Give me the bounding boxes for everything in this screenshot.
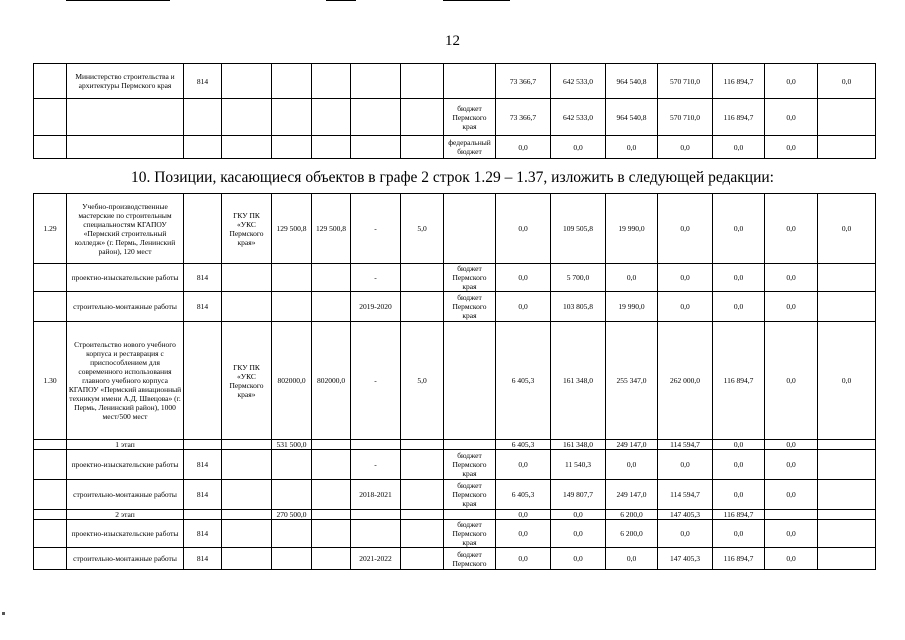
table-cell [222, 450, 272, 480]
table-cell: 0,0 [658, 136, 713, 159]
table-row [34, 480, 876, 510]
table-cell: 11 540,3 [551, 450, 606, 480]
table-cell: 0,0 [765, 520, 818, 548]
table-cell: 114 594,7 [658, 440, 713, 450]
top-line-left [66, 0, 170, 1]
table-row [34, 548, 876, 570]
table-cell: 964 540,8 [606, 99, 658, 136]
table-cell: 19 990,0 [606, 292, 658, 322]
table-cell: 73 366,7 [496, 99, 551, 136]
table-cell: 814 [184, 480, 222, 510]
table-cell: 0,0 [496, 264, 551, 292]
table-cell [351, 64, 401, 99]
table-cell: 0,0 [713, 136, 765, 159]
table-cell: строительно-монтажные работы [67, 548, 184, 570]
table-row [34, 440, 876, 450]
table-cell: 5,0 [401, 194, 444, 264]
table-cell [272, 548, 312, 570]
table-cell: 0,0 [765, 136, 818, 159]
table-cell: Министерство строительства и архитектуры Пермского края [67, 64, 184, 99]
table-cell [401, 548, 444, 570]
table-cell: 6 405,3 [496, 322, 551, 440]
table-cell: бюджет Пермского края [444, 520, 496, 548]
table-cell: 270 500,0 [272, 510, 312, 520]
table-cell: 2018-2021 [351, 480, 401, 510]
table-cell [818, 440, 876, 450]
table-cell [272, 136, 312, 159]
table-cell: 0,0 [496, 510, 551, 520]
table-cell: 262 000,0 [658, 322, 713, 440]
table-cell: строительно-монтажные работы [67, 292, 184, 322]
table-cell: ГКУ ПК «УКС Пермского края» [222, 194, 272, 264]
table-cell [222, 292, 272, 322]
table-cell: 2021-2022 [351, 548, 401, 570]
table-cell: 0,0 [713, 520, 765, 548]
table-cell [272, 520, 312, 548]
table-cell [401, 264, 444, 292]
table-row [34, 450, 876, 480]
table-cell: 642 533,0 [551, 99, 606, 136]
table-cell: 0,0 [496, 520, 551, 548]
scan-mark [2, 612, 5, 615]
table-cell [184, 194, 222, 264]
section-heading: 10. Позиции, касающиеся объектов в графе 2 строк 1.29 – 1.37, изложить в следующей редакции: [130, 169, 774, 186]
table-cell: проектно-изыскательские работы [67, 520, 184, 548]
table-cell: 0,0 [658, 264, 713, 292]
table-cell [312, 136, 351, 159]
table-cell [222, 510, 272, 520]
table-cell [34, 264, 67, 292]
table-cell [401, 292, 444, 322]
table-cell: 0,0 [496, 450, 551, 480]
table-cell [34, 440, 67, 450]
table-cell [444, 440, 496, 450]
table-cell: 0,0 [713, 292, 765, 322]
table-cell [351, 99, 401, 136]
top-line-right [443, 0, 510, 1]
table-cell [351, 440, 401, 450]
table-cell: проектно-изыскательские работы [67, 450, 184, 480]
table-cell [818, 480, 876, 510]
table-cell [34, 480, 67, 510]
table-cell [312, 292, 351, 322]
table-cell [444, 322, 496, 440]
table-cell [312, 64, 351, 99]
table-cell: 0,0 [606, 136, 658, 159]
main-table [33, 193, 876, 570]
table-cell: 103 805,8 [551, 292, 606, 322]
table-cell [312, 510, 351, 520]
top-line-mid [326, 0, 356, 1]
table-cell: 0,0 [713, 440, 765, 450]
table-cell: 147 405,3 [658, 548, 713, 570]
top-table [33, 63, 876, 159]
table-cell [34, 99, 67, 136]
table-cell [401, 510, 444, 520]
table-cell: бюджет Пермского края [444, 480, 496, 510]
table-cell: - [351, 264, 401, 292]
table-cell [272, 64, 312, 99]
table-cell: Строительство нового учебного корпуса и реставрация с приспособлением для современного использования главного учебного корпуса КГАПОУ «Пермский авиационный техникум имени А.Д. Швецова» (г. Пермь, Ленинский район), 1000 мест/500 мест [67, 322, 184, 440]
table-row [34, 520, 876, 548]
table-cell: 0,0 [818, 322, 876, 440]
table-cell: 0,0 [496, 136, 551, 159]
table-cell [34, 64, 67, 99]
table-cell [34, 520, 67, 548]
table-cell [312, 264, 351, 292]
table-cell: бюджет Пермского [444, 548, 496, 570]
table-cell [401, 450, 444, 480]
table-cell: 531 500,0 [272, 440, 312, 450]
table-cell: Учебно-производственные мастерские по строительным специальностям КГАПОУ «Пермский строительный колледж» (г. Пермь, Ленинский район), 120 мест [67, 194, 184, 264]
table-cell [312, 548, 351, 570]
table-cell: 0,0 [765, 99, 818, 136]
table-cell: 116 894,7 [713, 322, 765, 440]
table-cell: 0,0 [818, 194, 876, 264]
table-cell: 964 540,8 [606, 64, 658, 99]
table-cell [401, 480, 444, 510]
table-row [34, 510, 876, 520]
table-cell [401, 440, 444, 450]
table-cell [401, 64, 444, 99]
table-cell [401, 99, 444, 136]
table-cell [312, 450, 351, 480]
table-cell: 0,0 [606, 264, 658, 292]
table-cell [351, 510, 401, 520]
table-cell [312, 99, 351, 136]
table-cell [34, 450, 67, 480]
table-cell: - [351, 450, 401, 480]
table-cell: федеральный бюджет [444, 136, 496, 159]
table-cell: 116 894,7 [713, 99, 765, 136]
table-cell: 249 147,0 [606, 440, 658, 450]
table-cell [401, 136, 444, 159]
table-cell: 0,0 [765, 440, 818, 450]
table-cell: 570 710,0 [658, 99, 713, 136]
table-cell: 0,0 [765, 322, 818, 440]
table-cell: ГКУ ПК «УКС Пермского края» [222, 322, 272, 440]
table-cell [34, 548, 67, 570]
table-cell: 0,0 [765, 480, 818, 510]
table-cell [272, 450, 312, 480]
table-row [34, 264, 876, 292]
table-cell: 0,0 [658, 450, 713, 480]
table-cell [444, 510, 496, 520]
table-cell: 0,0 [713, 480, 765, 510]
table-cell: 249 147,0 [606, 480, 658, 510]
table-cell [351, 136, 401, 159]
table-cell [184, 136, 222, 159]
table-cell: 0,0 [713, 450, 765, 480]
table-cell: 814 [184, 548, 222, 570]
table-cell: 6 405,3 [496, 440, 551, 450]
table-cell: 0,0 [551, 520, 606, 548]
table-cell [222, 136, 272, 159]
table-cell: 6 200,0 [606, 520, 658, 548]
table-cell [818, 548, 876, 570]
table-cell: 116 894,7 [713, 548, 765, 570]
table-row [34, 322, 876, 440]
table-cell [222, 548, 272, 570]
table-cell: 0,0 [606, 548, 658, 570]
table-cell [184, 510, 222, 520]
table-cell: 0,0 [496, 292, 551, 322]
table-cell [272, 264, 312, 292]
table-row [34, 64, 876, 99]
table-cell [184, 322, 222, 440]
table-cell: 116 894,7 [713, 64, 765, 99]
table-cell [444, 64, 496, 99]
table-cell: 129 500,8 [312, 194, 351, 264]
table-row [34, 99, 876, 136]
table-cell [818, 510, 876, 520]
table-cell [272, 99, 312, 136]
table-row [34, 292, 876, 322]
table-cell: 0,0 [765, 548, 818, 570]
table-cell: 116 894,7 [713, 510, 765, 520]
table-cell [312, 520, 351, 548]
table-cell: бюджет Пермского края [444, 99, 496, 136]
table-cell [222, 440, 272, 450]
table-cell: 0,0 [606, 450, 658, 480]
table-cell: 161 348,0 [551, 440, 606, 450]
table-cell [222, 520, 272, 548]
table-cell [272, 292, 312, 322]
table-cell: 0,0 [551, 136, 606, 159]
table-cell: 1.30 [34, 322, 67, 440]
table-cell [351, 520, 401, 548]
table-cell: 802000,0 [312, 322, 351, 440]
table-cell [272, 480, 312, 510]
table-cell [818, 520, 876, 548]
table-cell: 19 990,0 [606, 194, 658, 264]
table-cell: 255 347,0 [606, 322, 658, 440]
table-cell: 0,0 [496, 548, 551, 570]
table-cell: 5 700,0 [551, 264, 606, 292]
table-cell: 6 405,3 [496, 480, 551, 510]
page-number: 12 [445, 33, 460, 49]
table-cell [818, 136, 876, 159]
table-cell: 0,0 [765, 64, 818, 99]
table-cell: бюджет Пермского края [444, 264, 496, 292]
table-cell: 0,0 [713, 264, 765, 292]
table-cell: 109 505,8 [551, 194, 606, 264]
table-cell: 147 405,3 [658, 510, 713, 520]
table-cell [222, 99, 272, 136]
table-cell [67, 136, 184, 159]
table-cell: 814 [184, 292, 222, 322]
table-cell [401, 520, 444, 548]
table-cell: 814 [184, 450, 222, 480]
table-cell: 0,0 [765, 194, 818, 264]
table-cell: 2 этап [67, 510, 184, 520]
table-cell: строительно-монтажные работы [67, 480, 184, 510]
table-cell: бюджет Пермского края [444, 292, 496, 322]
table-cell: 129 500,8 [272, 194, 312, 264]
table-cell [184, 440, 222, 450]
table-cell: 6 200,0 [606, 510, 658, 520]
table-row [34, 136, 876, 159]
table-cell: 0,0 [765, 264, 818, 292]
table-cell [34, 292, 67, 322]
table-cell: 1 этап [67, 440, 184, 450]
table-cell: 114 594,7 [658, 480, 713, 510]
table-cell: 642 533,0 [551, 64, 606, 99]
table-cell: 0,0 [765, 450, 818, 480]
table-cell [67, 99, 184, 136]
table-cell: 73 366,7 [496, 64, 551, 99]
table-cell [222, 264, 272, 292]
table-cell: 0,0 [551, 510, 606, 520]
table-cell [222, 480, 272, 510]
table-cell [818, 99, 876, 136]
table-cell [818, 292, 876, 322]
table-cell: 814 [184, 64, 222, 99]
table-cell [818, 450, 876, 480]
table-cell [818, 264, 876, 292]
table-cell: - [351, 322, 401, 440]
table-cell: 2019-2020 [351, 292, 401, 322]
table-cell [312, 440, 351, 450]
table-row [34, 194, 876, 264]
table-cell: 0,0 [496, 194, 551, 264]
table-cell: 0,0 [658, 292, 713, 322]
table-cell: 149 807,7 [551, 480, 606, 510]
table-cell: 802000,0 [272, 322, 312, 440]
table-cell: 0,0 [658, 194, 713, 264]
table-cell: 161 348,0 [551, 322, 606, 440]
table-cell: 570 710,0 [658, 64, 713, 99]
table-cell: бюджет Пермского края [444, 450, 496, 480]
table-cell: 1.29 [34, 194, 67, 264]
table-cell [444, 194, 496, 264]
table-cell: 814 [184, 264, 222, 292]
table-cell: 814 [184, 520, 222, 548]
table-cell: 0,0 [818, 64, 876, 99]
table-cell [222, 64, 272, 99]
table-cell: 0,0 [551, 548, 606, 570]
table-cell: - [351, 194, 401, 264]
table-cell [34, 510, 67, 520]
table-cell [34, 136, 67, 159]
table-cell: проектно-изыскательские работы [67, 264, 184, 292]
table-cell: 0,0 [765, 292, 818, 322]
table-cell [765, 510, 818, 520]
table-cell: 0,0 [713, 194, 765, 264]
table-cell [312, 480, 351, 510]
table-cell: 5,0 [401, 322, 444, 440]
table-cell [184, 99, 222, 136]
table-cell: 0,0 [658, 520, 713, 548]
